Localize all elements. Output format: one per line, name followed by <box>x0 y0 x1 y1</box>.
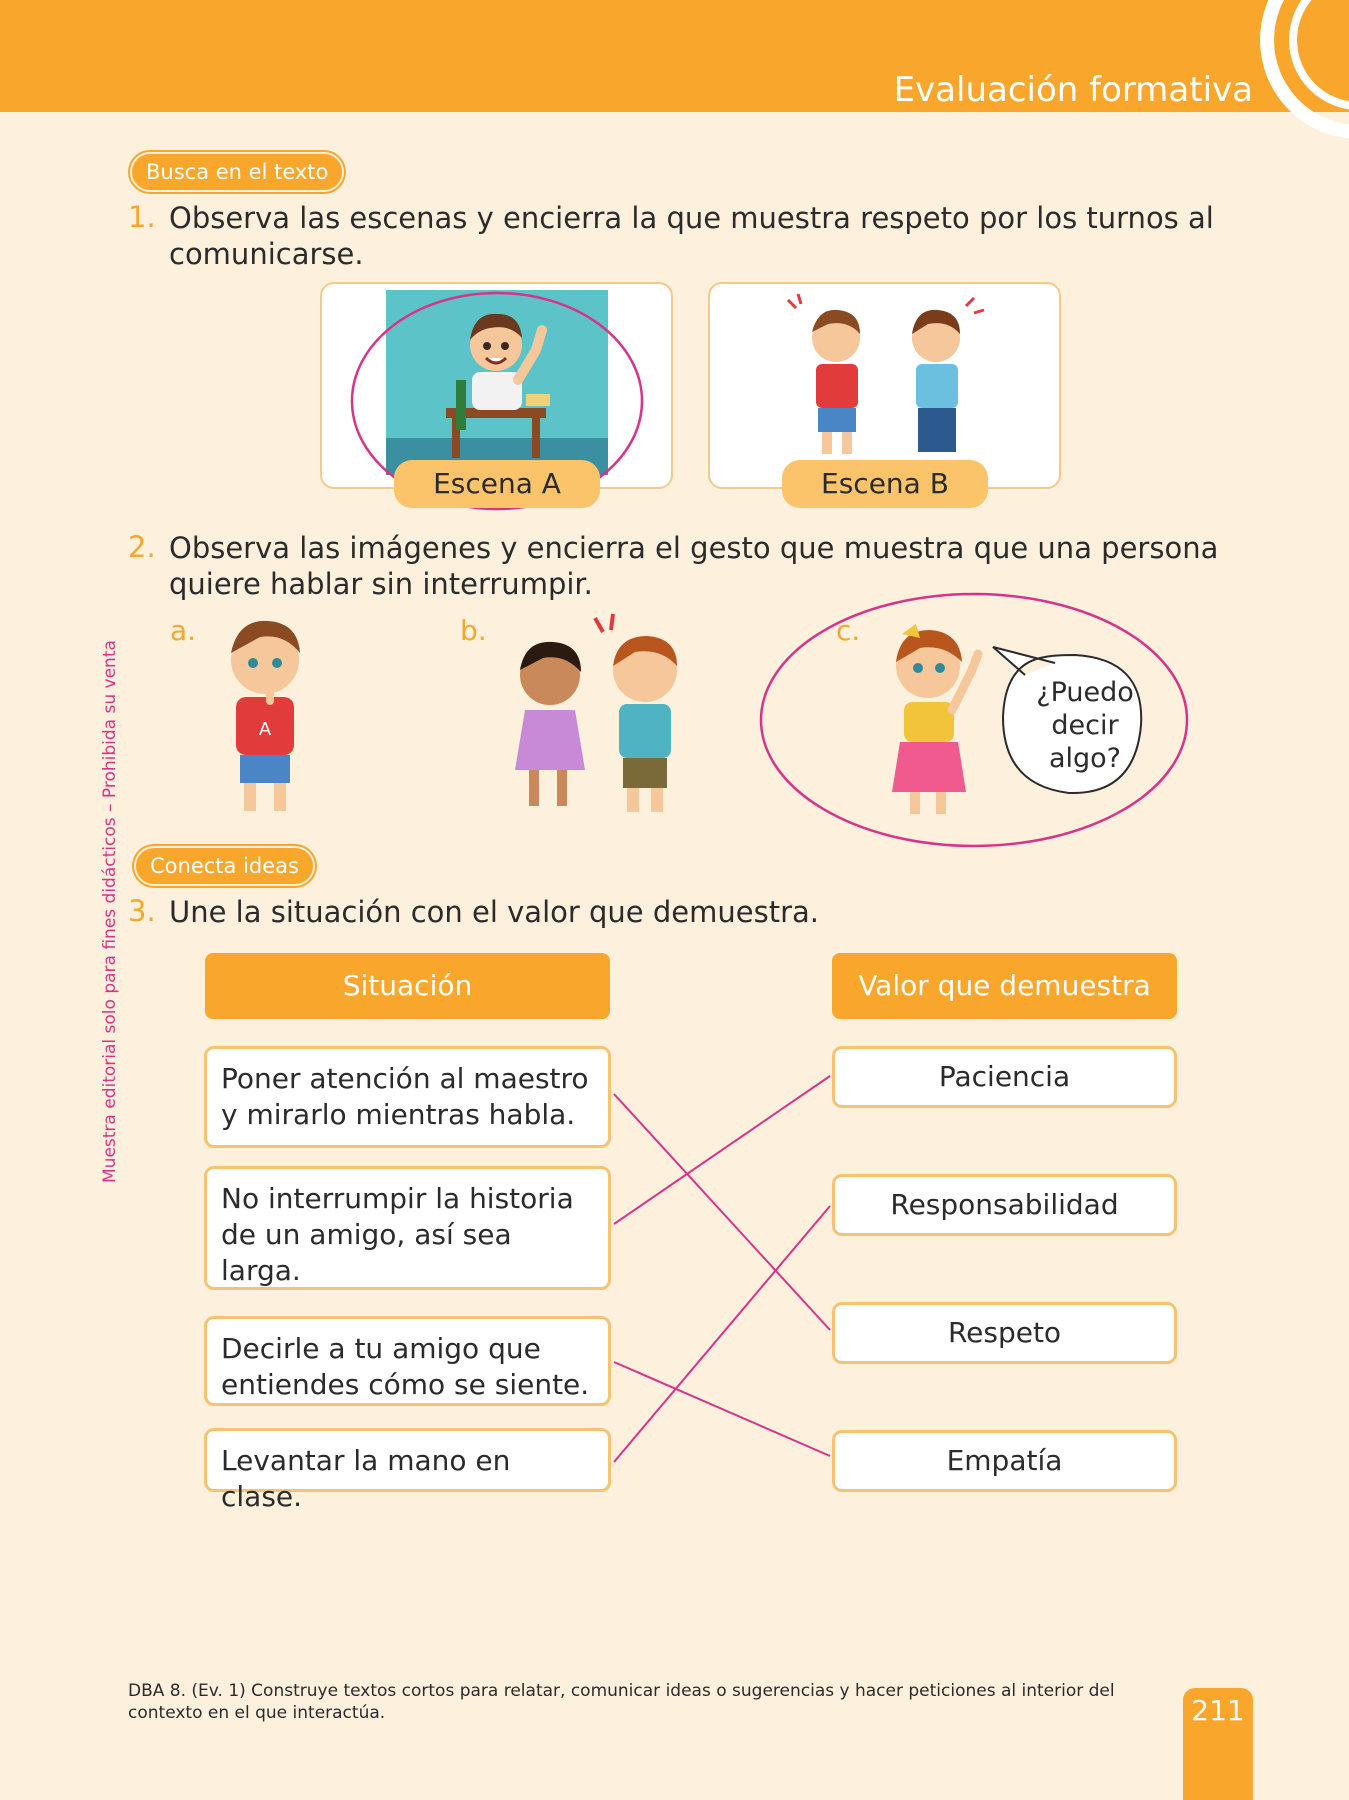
situation-4-line-1: Levantar la mano en clase. <box>221 1444 511 1513</box>
column-header-value: Valor que demuestra <box>832 953 1177 1019</box>
question-3-number: 3. <box>128 894 156 928</box>
question-1-line-2: comunicarse. <box>169 237 364 271</box>
question-1-number: 1. <box>128 200 156 234</box>
question-1-line-1: Observa las escenas y encierra la que muestra respeto por los turnos al <box>169 201 1214 235</box>
situation-2-line-1: No interrumpir la historia <box>221 1182 574 1215</box>
footer-dba-note <box>128 1680 1158 1724</box>
page-title: Evaluación formativa <box>893 70 1253 110</box>
question-2-line-1: Observa las imágenes y encierra el gesto que muestra que una persona <box>169 531 1219 565</box>
match-line-4 <box>614 1206 830 1462</box>
match-line-2 <box>614 1076 830 1224</box>
value-box-paciencia[interactable]: Paciencia <box>832 1046 1177 1108</box>
option-b-letter: b. <box>460 614 487 647</box>
option-a-letter: a. <box>170 614 197 647</box>
scene-b-label: Escena B <box>782 460 988 508</box>
situation-3-line-2: entiendes cómo se siente. <box>221 1368 590 1401</box>
speech-line-3: algo? <box>1048 743 1122 774</box>
value-box-responsabilidad[interactable]: Responsabilidad <box>832 1174 1177 1236</box>
situation-3-line-1: Decirle a tu amigo que <box>221 1332 541 1365</box>
situation-2-line-2: de un amigo, así sea <box>221 1218 512 1251</box>
speech-line-2: decir <box>1051 710 1119 741</box>
match-line-3 <box>614 1362 830 1456</box>
scene-a-label: Escena A <box>394 460 600 508</box>
option-c-letter: c. <box>836 614 861 647</box>
situation-1-line-1: Poner atención al maestro <box>221 1062 589 1095</box>
footer-line-2: contexto en el que interactúa. <box>128 1703 386 1723</box>
page-number-tab <box>1183 1688 1253 1800</box>
question-3-text: Une la situación con el valor que demuestra. <box>169 895 819 929</box>
question-2-number: 2. <box>128 530 156 564</box>
column-header-situation: Situación <box>205 953 610 1019</box>
page-number: 211 <box>1191 1694 1245 1727</box>
section-pill-busca: Busca en el texto <box>132 154 342 190</box>
side-note: Muestra editorial solo para fines didácticos – Prohibida su venta <box>100 640 120 1183</box>
footer-line-1: DBA 8. (Ev. 1) Construye textos cortos para relatar, comunicar ideas o sugerencias y hacer peticiones al interior del <box>128 1681 1115 1701</box>
situation-2-line-3: larga. <box>221 1254 301 1287</box>
value-box-respeto[interactable]: Respeto <box>832 1302 1177 1364</box>
match-line-1 <box>614 1094 830 1330</box>
value-box-empatia[interactable]: Empatía <box>832 1430 1177 1492</box>
question-2-line-2: quiere hablar sin interrumpir. <box>169 567 593 601</box>
speech-line-1: ¿Puedo <box>1036 677 1134 708</box>
svg-text:A: A <box>258 719 272 740</box>
section-pill-conecta: Conecta ideas <box>136 848 313 884</box>
situation-1-line-2: y mirarlo mientras habla. <box>221 1098 576 1131</box>
